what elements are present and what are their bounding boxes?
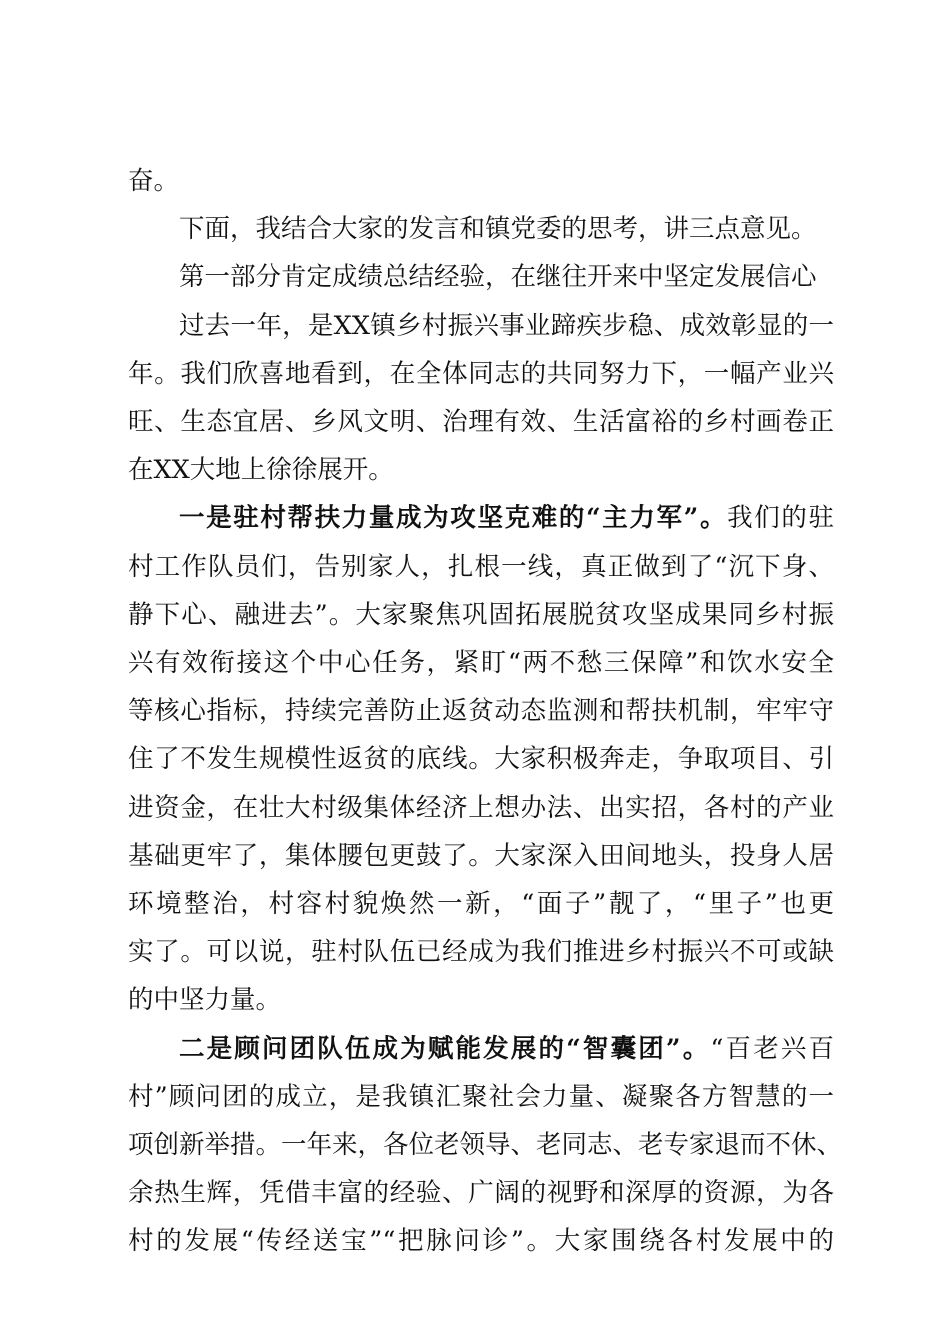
body-text-line bbox=[128, 639, 834, 687]
body-text-line bbox=[128, 350, 834, 398]
body-text-line bbox=[128, 253, 834, 301]
body-text-line bbox=[128, 735, 834, 783]
line-text: 的中坚力量。 bbox=[128, 985, 282, 1016]
body-text-line bbox=[128, 1073, 834, 1121]
line-text: 旺、生态宜居、乡风文明、治理有效、生活富裕的乡村画卷正 bbox=[128, 407, 834, 438]
line-text: 下面，我结合大家的发言和镇党委的思考，讲三点意见。 bbox=[179, 214, 817, 245]
body-text-line bbox=[128, 880, 834, 928]
line-text: 村的发展“传经送宝”“把脉问诊”。大家围绕各村发展中的 bbox=[128, 1226, 834, 1257]
section-heading-line bbox=[128, 1025, 834, 1073]
section-heading: 二是顾问团队伍成为赋能发展的“智囊团”。 bbox=[179, 1033, 711, 1064]
line-text: 在XX大地上徐徐展开。 bbox=[128, 455, 394, 486]
section-heading: 一是驻村帮扶力量成为攻坚克难的“主力军”。 bbox=[179, 503, 728, 534]
body-text-line bbox=[128, 1121, 843, 1169]
body-text-line bbox=[128, 446, 834, 494]
body-text-line bbox=[128, 784, 834, 832]
line-text: “百老兴百 bbox=[710, 1033, 834, 1064]
line-text: 实了。可以说，驻村队伍已经成为我们推进乡村振兴不可或缺 bbox=[128, 937, 834, 968]
body-text-line bbox=[128, 832, 834, 880]
body-text-line bbox=[128, 1169, 834, 1217]
body-text-line bbox=[128, 591, 834, 639]
section-heading-line bbox=[128, 494, 834, 542]
line-text: 余热生辉，凭借丰富的经验、广阔的视野和深厚的资源，为各 bbox=[128, 1178, 834, 1209]
body-text-line bbox=[128, 543, 834, 591]
body-text-line bbox=[128, 1217, 834, 1265]
body-text-line bbox=[128, 687, 834, 735]
body-text-line bbox=[128, 976, 834, 1024]
body-text-line bbox=[128, 205, 834, 253]
line-text: 村工作队员们，告别家人，扎根一线，真正做到了“沉下身、 bbox=[128, 551, 834, 582]
line-text: 环境整治，村容村貌焕然一新，“面子”靓了，“里子”也更 bbox=[128, 889, 834, 920]
body-text-line bbox=[128, 302, 834, 350]
line-text: 进资金，在壮大村级集体经济上想办法、出实招，各村的产业 bbox=[128, 792, 834, 823]
line-text: 村”顾问团的成立，是我镇汇聚社会力量、凝聚各方智慧的一 bbox=[128, 1081, 834, 1112]
line-text: 过去一年，是XX镇乡村振兴事业蹄疾步稳、成效彰显的一 bbox=[179, 310, 834, 341]
line-text: 年。我们欣喜地看到，在全体同志的共同努力下，一幅产业兴 bbox=[128, 358, 834, 389]
line-text: 奋。 bbox=[128, 166, 180, 196]
line-text: 第一部分肯定成绩总结经验，在继往开来中坚定发展信心 bbox=[179, 262, 817, 293]
line-text: 我们的驻 bbox=[727, 503, 834, 534]
line-text: 项创新举措。一年来，各位老领导、老同志、老专家退而不休、 bbox=[128, 1130, 843, 1161]
body-text-line bbox=[128, 398, 834, 446]
line-text: 静下心、融进去”。大家聚焦巩固拓展脱贫攻坚成果同乡村振 bbox=[128, 599, 834, 630]
line-text: 兴有效衔接这个中心任务，紧盯“两不愁三保障”和饮水安全 bbox=[128, 648, 834, 679]
line-text: 住了不发生规模性返贫的底线。大家积极奔走，争取项目、引 bbox=[128, 744, 834, 775]
document-page bbox=[128, 157, 843, 1266]
line-text: 基础更牢了，集体腰包更鼓了。大家深入田间地头，投身人居 bbox=[128, 840, 834, 871]
body-text-line bbox=[128, 157, 834, 205]
body-text-line bbox=[128, 928, 834, 976]
line-text: 等核心指标，持续完善防止返贫动态监测和帮扶机制，牢牢守 bbox=[128, 696, 834, 727]
